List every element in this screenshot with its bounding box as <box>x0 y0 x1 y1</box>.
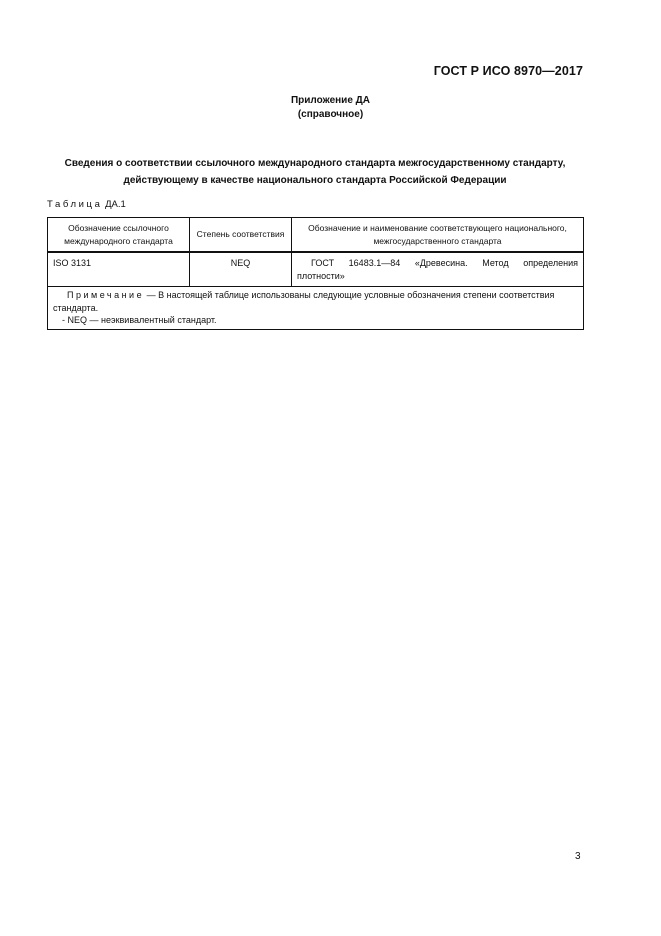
note-paragraph <box>53 289 578 314</box>
note-text: — В настоящей таблице использованы следующие условные обозначения степени соответствия стандарта. <box>53 290 555 313</box>
table-note <box>48 287 584 330</box>
cell-degree: NEQ <box>190 252 292 287</box>
table-note-row <box>48 287 584 330</box>
document-code: ГОСТ Р ИСО 8970—2017 <box>433 64 583 78</box>
column-header-national-standard: Обозначение и наименование соответствующего национального, межгосударственного стандарта <box>292 218 584 253</box>
table-row <box>48 252 584 287</box>
section-title-line-2: действующему в качестве национального стандарта Российской Федерации <box>123 175 507 186</box>
note-list-item: - NEQ — неэквивалентный стандарт. <box>62 315 217 325</box>
annex-subtitle: (справочное) <box>297 109 364 120</box>
annex-title: Приложение ДА <box>290 95 371 106</box>
section-title-line-1: Сведения о соответствии ссылочного международного стандарта межгосударственному стандарту, <box>64 158 566 169</box>
note-label: Примечание <box>67 290 145 300</box>
table-caption-label: Таблица <box>47 199 103 210</box>
table-caption <box>47 199 126 210</box>
page-number: 3 <box>575 851 581 862</box>
table-caption-number: ДА.1 <box>105 199 126 210</box>
column-header-reference-standard: Обозначение ссылочного международного стандарта <box>48 218 190 253</box>
cell-reference-standard: ISO 3131 <box>48 252 190 287</box>
annex-heading <box>0 94 661 122</box>
table-header-row <box>48 218 584 253</box>
section-title <box>47 155 583 189</box>
cell-national-standard: ГОСТ 16483.1—84 «Древесина. Метод определения плотности» <box>292 252 584 287</box>
correspondence-table <box>47 217 584 330</box>
column-header-degree: Степень соответствия <box>190 218 292 253</box>
